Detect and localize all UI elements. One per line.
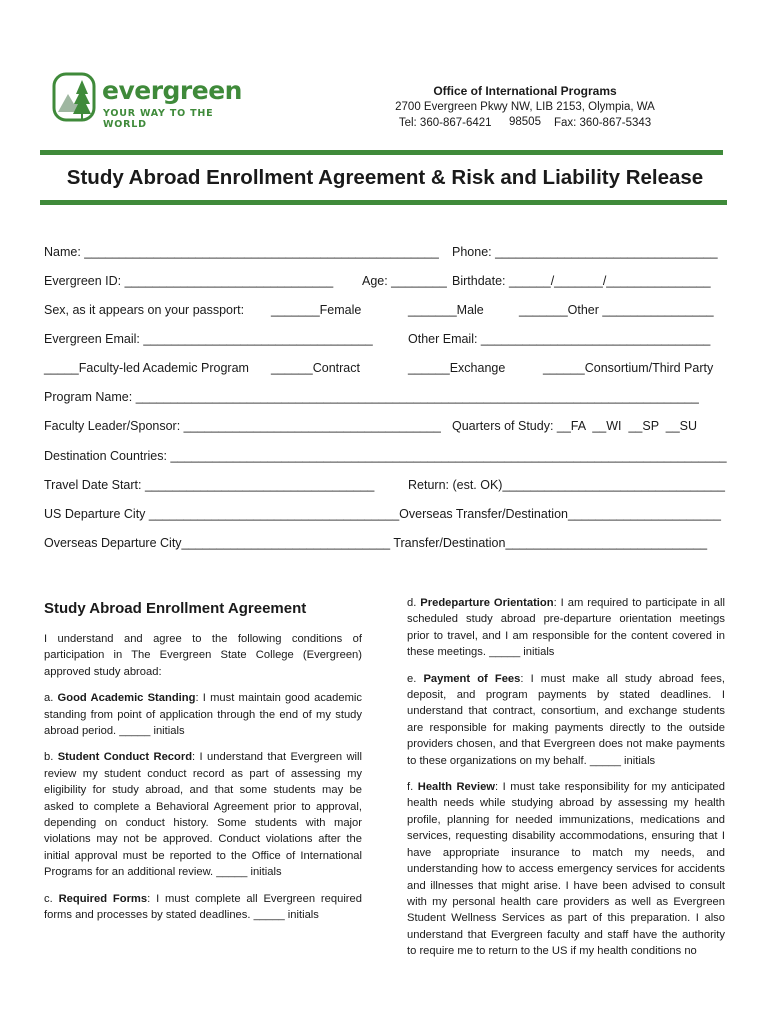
other-email-field[interactable]: Other Email: _________________________________ xyxy=(408,332,711,346)
travel-date-start-field[interactable]: Travel Date Start: _________________________________ xyxy=(44,478,375,492)
clause-c-label: Required Forms xyxy=(58,892,148,905)
top-divider xyxy=(40,150,723,155)
us-departure-city-field[interactable]: US Departure City ____________________________________Overseas Transfer/Destination______________________ xyxy=(44,507,721,521)
sex-other-option[interactable]: _______Other ________________ xyxy=(519,303,714,317)
agreement-intro: I understand and agree to the following conditions of participation in The Evergreen State College (Evergreen) approved study abroad: xyxy=(44,633,362,678)
name-field[interactable]: Name: ___________________________________________________ xyxy=(44,245,439,259)
clause-b-text: : I understand that Evergreen will review my student conduct record as part of assessing my eligibility for study abroad, and that some students may be asked to complete a Behavioral Agreement prior to approval, depending on conduct history. Some students with major violations may not be approved. Conduct violations after the initial approval must be reported to the Office of International Programs for an additional review. _____ initials xyxy=(44,751,362,879)
clause-e-label: Payment of Fees xyxy=(423,672,521,685)
program-name-field[interactable]: Program Name: _________________________________________________________________________________ xyxy=(44,390,699,404)
quarters-of-study-field[interactable]: Quarters of Study: __FA __WI __SP __SU xyxy=(452,419,698,433)
sex-label: Sex, as it appears on your passport: xyxy=(44,303,245,317)
office-tel: Tel: 360-867-6421 xyxy=(398,117,492,129)
agreement-left-column xyxy=(44,631,362,934)
clause-d-text: : I am required to participate in all scheduled study abroad pre-departure orientation meetings prior to travel, and I am responsible for the content covered in these meetings. _____ initials xyxy=(407,597,725,659)
clause-e: e. Payment of Fees: I must make all study abroad fees, deposit, and program payments by stated deadlines. I understand that contract, consortium, and exchange students are responsible for making payments directly to the outside providers chosen, and that Evergreen does not make payments to these organizations on my behalf. _____ initials xyxy=(407,672,725,767)
clause-e-text: : I must make all study abroad fees, deposit, and program payments by stated deadlines. I understand that contract, consortium, and exchange students are responsible for making payments directly to the outside providers chosen, and that Evergreen does not make payments to these organizations on my behalf. _____ initials xyxy=(407,672,725,767)
logo-tagline: YOUR WAY TO THE WORLD xyxy=(103,108,214,130)
office-address: 2700 Evergreen Pkwy NW, LIB 2153, Olympia, WA 98505 xyxy=(395,101,655,128)
sex-female-option[interactable]: _______Female xyxy=(271,303,362,317)
clause-f-text: : I must take responsibility for my anticipated health needs while studying abroad by assessing my health profile, planning for needed immunizations, medications and services, requesting disability accommodations, ensuring that I have appropriate insurance to match my needs, and understanding how to access emergency services for accidents and illnesses that might arise. I have been advised to consult with my personal health care providers as well as Evergreen Student Wellness Services as part of this preparation. I also understand that Evergreen faculty and staff have the authority to require me to return to the US if my health conditions no xyxy=(407,781,725,958)
clause-b-label: Student Conduct Record xyxy=(57,751,193,764)
sex-male-option[interactable]: _______Male xyxy=(408,303,484,317)
evergreen-id-field[interactable]: Evergreen ID: ______________________________ xyxy=(44,274,334,288)
birthdate-field[interactable]: Birthdate: ______/_______/_______________ xyxy=(452,274,711,288)
clause-c: c. Required Forms: I must complete all Evergreen required forms and processes by stated deadlines. _____ initials xyxy=(44,892,362,922)
clause-d: d. Predeparture Orientation: I am required to participate in all scheduled study abroad pre-departure orientation meetings prior to travel, and I am responsible for the content covered in these meetings. _____ initials xyxy=(407,597,725,659)
faculty-leader-field[interactable]: Faculty Leader/Sponsor: _____________________________________ xyxy=(44,419,441,433)
document-title: Study Abroad Enrollment Agreement & Risk and Liability Release xyxy=(66,166,704,189)
evergreen-logo xyxy=(52,72,252,130)
age-field[interactable]: Age: ________ xyxy=(362,274,447,288)
clause-f-label: Health Review xyxy=(417,781,496,794)
overseas-departure-city-field[interactable]: Overseas Departure City______________________________ Transfer/Destination_____________________________ xyxy=(44,536,708,550)
agreement-heading: Study Abroad Enrollment Agreement xyxy=(44,600,307,617)
agreement-right-column xyxy=(407,595,725,1020)
office-title: Office of International Programs xyxy=(433,84,617,98)
evergreen-email-field[interactable]: Evergreen Email: _________________________________ xyxy=(44,332,373,346)
office-fax: Fax: 360-867-5343 xyxy=(553,117,652,129)
clause-d-label: Predeparture Orientation xyxy=(420,597,554,609)
clause-b: b. Student Conduct Record: I understand that Evergreen will review my student conduct record as part of assessing my eligibility for study abroad, and that some students may be asked to complete a Behavioral Agreement prior to approval, depending on conduct history. Some students with major violations may not be approved. Conduct violations after the initial approval must be reported to the Office of International Programs for an additional review. _____ initials xyxy=(44,751,362,879)
logo-wordmark: evergreen xyxy=(102,76,242,105)
program-type-exchange[interactable]: ______Exchange xyxy=(408,361,506,375)
program-type-consortium[interactable]: ______Consortium/Third Party xyxy=(543,361,714,375)
title-divider xyxy=(40,200,727,205)
program-type-contract[interactable]: ______Contract xyxy=(271,361,360,375)
office-contact xyxy=(380,116,670,131)
return-date-field[interactable]: Return: (est. OK)________________________________ xyxy=(408,478,725,492)
clause-c-text: : I must complete all Evergreen required forms and processes by stated deadlines. _____ initials xyxy=(44,892,362,922)
clause-f: f. Health Review: I must take responsibility for my anticipated health needs while studying abroad by assessing my health profile, planning for needed immunizations, medications and services, requesting disability accommodations, ensuring that I have appropriate insurance to match my needs, and understanding how to access emergency services for accidents and illnesses that might arise. I have been advised to consult with my personal health care providers as well as Evergreen Student Wellness Services as part of this preparation. I also understand that Evergreen faculty and staff have the authority to require me to return to the US if my health conditions no xyxy=(407,781,725,958)
destination-countries-field[interactable]: Destination Countries: ________________________________________________________________________________ xyxy=(44,449,727,463)
program-type-faculty-led[interactable]: _____Faculty-led Academic Program xyxy=(44,361,249,375)
clause-a-label: Good Academic Standing xyxy=(57,692,196,705)
phone-field[interactable]: Phone: ________________________________ xyxy=(452,245,718,259)
tree-logo-icon xyxy=(52,72,96,122)
clause-a: a. Good Academic Standing: I must maintain good academic standing from point of application through the end of my study abroad period. _____ initials xyxy=(44,692,362,738)
clause-a-text: : I must maintain good academic standing from point of application through the end of my study abroad period. _____ initials xyxy=(44,692,362,738)
